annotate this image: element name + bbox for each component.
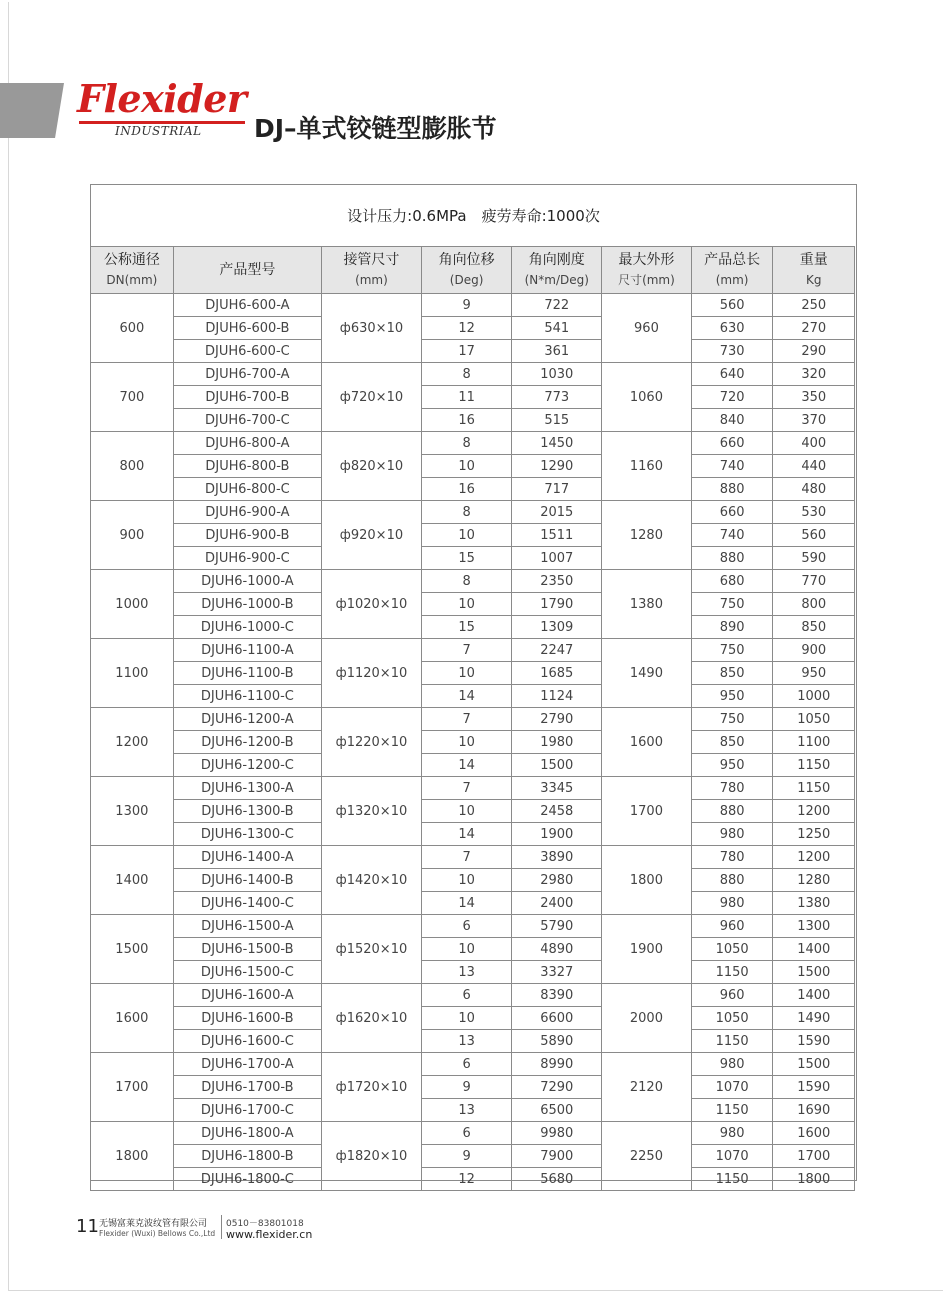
cell-angular-displacement: 6 — [421, 984, 512, 1007]
cell-weight: 850 — [773, 616, 855, 639]
table-row — [91, 1053, 855, 1076]
cell-pipe-size: ф1320×10 — [322, 777, 422, 846]
company-name-cn: 无锡富莱克波纹管有限公司 — [99, 1219, 208, 1229]
table-row — [91, 386, 855, 409]
cell-angular-displacement: 10 — [421, 800, 512, 823]
cell-length: 1150 — [691, 1030, 773, 1053]
cell-model: DJUH6-1300-C — [173, 823, 321, 846]
cell-weight: 1050 — [773, 708, 855, 731]
cell-model: DJUH6-1400-C — [173, 892, 321, 915]
cell-weight: 1000 — [773, 685, 855, 708]
cell-max-size: 1700 — [602, 777, 692, 846]
cell-angular-displacement: 6 — [421, 1053, 512, 1076]
cell-length: 880 — [691, 547, 773, 570]
cell-angular-stiffness: 5890 — [512, 1030, 602, 1053]
col-header-length: 产品总长 (mm) — [691, 247, 773, 294]
cell-weight: 1590 — [773, 1030, 855, 1053]
cell-angular-displacement: 10 — [421, 869, 512, 892]
cell-angular-displacement: 7 — [421, 777, 512, 800]
cell-length: 980 — [691, 1122, 773, 1145]
cell-angular-displacement: 10 — [421, 938, 512, 961]
col-header-weight: 重量 Kg — [773, 247, 855, 294]
cell-angular-displacement: 12 — [421, 1168, 512, 1191]
cell-weight: 480 — [773, 478, 855, 501]
cell-length: 1050 — [691, 938, 773, 961]
page-number: 11 — [76, 1216, 99, 1237]
cell-model: DJUH6-1800-C — [173, 1168, 321, 1191]
table-header-row — [91, 247, 855, 294]
table-row — [91, 616, 855, 639]
cell-length: 740 — [691, 524, 773, 547]
cell-dn: 700 — [91, 363, 174, 432]
cell-angular-displacement: 7 — [421, 639, 512, 662]
cell-angular-displacement: 14 — [421, 685, 512, 708]
cell-length: 880 — [691, 478, 773, 501]
table-row — [91, 961, 855, 984]
cell-weight: 1380 — [773, 892, 855, 915]
cell-weight: 1200 — [773, 800, 855, 823]
cell-angular-displacement: 8 — [421, 363, 512, 386]
cell-angular-stiffness: 541 — [512, 317, 602, 340]
cell-length: 1070 — [691, 1076, 773, 1099]
cell-max-size: 1600 — [602, 708, 692, 777]
table-row — [91, 294, 855, 317]
table-row — [91, 547, 855, 570]
cell-model: DJUH6-1600-B — [173, 1007, 321, 1030]
cell-model: DJUH6-800-B — [173, 455, 321, 478]
cell-angular-stiffness: 1685 — [512, 662, 602, 685]
cell-dn: 1600 — [91, 984, 174, 1053]
cell-weight: 400 — [773, 432, 855, 455]
phone-number: 0510－83801018 — [226, 1219, 304, 1229]
cell-angular-displacement: 13 — [421, 1099, 512, 1122]
cell-angular-displacement: 9 — [421, 1076, 512, 1099]
website-link[interactable]: www.flexider.cn — [226, 1228, 313, 1241]
table-row — [91, 478, 855, 501]
cell-length: 640 — [691, 363, 773, 386]
cell-model: DJUH6-1800-B — [173, 1145, 321, 1168]
cell-angular-stiffness: 8990 — [512, 1053, 602, 1076]
cell-length: 1150 — [691, 961, 773, 984]
cell-angular-displacement: 8 — [421, 501, 512, 524]
cell-weight: 320 — [773, 363, 855, 386]
cell-weight: 290 — [773, 340, 855, 363]
table-row — [91, 938, 855, 961]
cell-weight: 1600 — [773, 1122, 855, 1145]
table-row — [91, 363, 855, 386]
cell-dn: 1000 — [91, 570, 174, 639]
cell-dn: 1500 — [91, 915, 174, 984]
cell-angular-stiffness: 2015 — [512, 501, 602, 524]
cell-model: DJUH6-1400-B — [173, 869, 321, 892]
table-row — [91, 524, 855, 547]
cell-weight: 1250 — [773, 823, 855, 846]
cell-angular-displacement: 8 — [421, 570, 512, 593]
cell-angular-displacement: 13 — [421, 1030, 512, 1053]
cell-weight: 530 — [773, 501, 855, 524]
cell-pipe-size: ф1720×10 — [322, 1053, 422, 1122]
cell-length: 1050 — [691, 1007, 773, 1030]
cell-angular-stiffness: 1124 — [512, 685, 602, 708]
table-row — [91, 984, 855, 1007]
cell-max-size: 2000 — [602, 984, 692, 1053]
cell-model: DJUH6-700-A — [173, 363, 321, 386]
cell-model: DJUH6-1200-A — [173, 708, 321, 731]
table-row — [91, 869, 855, 892]
cell-weight: 900 — [773, 639, 855, 662]
cell-weight: 1150 — [773, 754, 855, 777]
cell-length: 660 — [691, 501, 773, 524]
cell-length: 1070 — [691, 1145, 773, 1168]
cell-model: DJUH6-700-B — [173, 386, 321, 409]
cell-angular-stiffness: 5680 — [512, 1168, 602, 1191]
cell-length: 660 — [691, 432, 773, 455]
cell-max-size: 1490 — [602, 639, 692, 708]
cell-angular-displacement: 12 — [421, 317, 512, 340]
cell-angular-displacement: 6 — [421, 1122, 512, 1145]
cell-angular-stiffness: 2458 — [512, 800, 602, 823]
table-row — [91, 754, 855, 777]
cell-angular-displacement: 11 — [421, 386, 512, 409]
cell-length: 980 — [691, 1053, 773, 1076]
table-row — [91, 432, 855, 455]
cell-model: DJUH6-600-A — [173, 294, 321, 317]
cell-angular-displacement: 13 — [421, 961, 512, 984]
cell-angular-displacement: 14 — [421, 754, 512, 777]
cell-weight: 250 — [773, 294, 855, 317]
cell-angular-displacement: 10 — [421, 455, 512, 478]
cell-angular-stiffness: 1290 — [512, 455, 602, 478]
cell-model: DJUH6-600-B — [173, 317, 321, 340]
table-caption: 设计压力:0.6MPa 疲劳寿命:1000次 — [347, 207, 600, 225]
cell-model: DJUH6-1000-B — [173, 593, 321, 616]
logo-wordmark: Flexider — [77, 76, 247, 121]
cell-model: DJUH6-1100-B — [173, 662, 321, 685]
col-header-angular-displacement: 角向位移 (Deg) — [421, 247, 512, 294]
table-body — [91, 294, 855, 1191]
cell-weight: 1700 — [773, 1145, 855, 1168]
cell-length: 960 — [691, 915, 773, 938]
cell-weight: 1690 — [773, 1099, 855, 1122]
cell-dn: 600 — [91, 294, 174, 363]
cell-dn: 1800 — [91, 1122, 174, 1191]
cell-angular-stiffness: 2350 — [512, 570, 602, 593]
cell-pipe-size: ф1120×10 — [322, 639, 422, 708]
cell-length: 680 — [691, 570, 773, 593]
cell-length: 780 — [691, 846, 773, 869]
cell-model: DJUH6-1300-B — [173, 800, 321, 823]
cell-pipe-size: ф820×10 — [322, 432, 422, 501]
cell-weight: 1590 — [773, 1076, 855, 1099]
cell-dn: 900 — [91, 501, 174, 570]
cell-length: 980 — [691, 892, 773, 915]
cell-angular-displacement: 15 — [421, 547, 512, 570]
cell-weight: 590 — [773, 547, 855, 570]
cell-dn: 1400 — [91, 846, 174, 915]
cell-max-size: 1280 — [602, 501, 692, 570]
cell-angular-stiffness: 1900 — [512, 823, 602, 846]
cell-model: DJUH6-700-C — [173, 409, 321, 432]
cell-angular-stiffness: 2790 — [512, 708, 602, 731]
cell-max-size: 1160 — [602, 432, 692, 501]
cell-model: DJUH6-1300-A — [173, 777, 321, 800]
cell-angular-stiffness: 773 — [512, 386, 602, 409]
cell-model: DJUH6-1600-A — [173, 984, 321, 1007]
cell-weight: 1300 — [773, 915, 855, 938]
cell-weight: 370 — [773, 409, 855, 432]
table-row — [91, 708, 855, 731]
cell-angular-stiffness: 6500 — [512, 1099, 602, 1122]
cell-length: 1150 — [691, 1168, 773, 1191]
spec-table-panel — [90, 184, 857, 1187]
table-row — [91, 1145, 855, 1168]
table-row — [91, 731, 855, 754]
table-row — [91, 1076, 855, 1099]
cell-angular-displacement: 14 — [421, 892, 512, 915]
table-row — [91, 1122, 855, 1145]
cell-angular-displacement: 10 — [421, 593, 512, 616]
cell-length: 750 — [691, 639, 773, 662]
cell-weight: 560 — [773, 524, 855, 547]
cell-dn: 1100 — [91, 639, 174, 708]
cell-pipe-size: ф920×10 — [322, 501, 422, 570]
cell-angular-stiffness: 2980 — [512, 869, 602, 892]
cell-weight: 440 — [773, 455, 855, 478]
table-row — [91, 892, 855, 915]
cell-angular-stiffness: 361 — [512, 340, 602, 363]
cell-angular-stiffness: 4890 — [512, 938, 602, 961]
cell-angular-displacement: 17 — [421, 340, 512, 363]
cell-pipe-size: ф1420×10 — [322, 846, 422, 915]
table-row — [91, 823, 855, 846]
company-name-en: Flexider (Wuxi) Bellows Co.,Ltd — [99, 1229, 216, 1238]
cell-angular-stiffness: 2247 — [512, 639, 602, 662]
col-header-model: 产品型号 — [173, 247, 321, 294]
cell-model: DJUH6-800-A — [173, 432, 321, 455]
col-header-max-size: 最大外形 尺寸(mm) — [602, 247, 692, 294]
cell-length: 720 — [691, 386, 773, 409]
table-row — [91, 639, 855, 662]
cell-model: DJUH6-1100-A — [173, 639, 321, 662]
cell-angular-stiffness: 9980 — [512, 1122, 602, 1145]
cell-model: DJUH6-800-C — [173, 478, 321, 501]
cell-pipe-size: ф1820×10 — [322, 1122, 422, 1191]
cell-length: 950 — [691, 754, 773, 777]
cell-length: 630 — [691, 317, 773, 340]
cell-length: 750 — [691, 708, 773, 731]
cell-pipe-size: ф630×10 — [322, 294, 422, 363]
table-row — [91, 340, 855, 363]
cell-model: DJUH6-1200-C — [173, 754, 321, 777]
table-row — [91, 915, 855, 938]
table-row — [91, 455, 855, 478]
cell-angular-stiffness: 515 — [512, 409, 602, 432]
cell-angular-displacement: 16 — [421, 409, 512, 432]
cell-angular-stiffness: 1309 — [512, 616, 602, 639]
col-header-angular-stiffness: 角向刚度 (N*m/Deg) — [512, 247, 602, 294]
table-row — [91, 1030, 855, 1053]
cell-model: DJUH6-1700-B — [173, 1076, 321, 1099]
cell-length: 780 — [691, 777, 773, 800]
cell-length: 850 — [691, 731, 773, 754]
section-tab — [0, 83, 64, 138]
cell-angular-stiffness: 5790 — [512, 915, 602, 938]
cell-model: DJUH6-900-B — [173, 524, 321, 547]
cell-weight: 1490 — [773, 1007, 855, 1030]
cell-max-size: 1060 — [602, 363, 692, 432]
cell-model: DJUH6-1500-B — [173, 938, 321, 961]
cell-length: 880 — [691, 869, 773, 892]
cell-length: 1150 — [691, 1099, 773, 1122]
cell-angular-displacement: 8 — [421, 432, 512, 455]
cell-model: DJUH6-1100-C — [173, 685, 321, 708]
col-header-dn: 公称通径 DN(mm) — [91, 247, 174, 294]
table-row — [91, 1007, 855, 1030]
cell-length: 880 — [691, 800, 773, 823]
table-row — [91, 593, 855, 616]
cell-angular-stiffness: 1980 — [512, 731, 602, 754]
table-row — [91, 777, 855, 800]
cell-angular-stiffness: 3890 — [512, 846, 602, 869]
cell-length: 890 — [691, 616, 773, 639]
cell-pipe-size: ф1020×10 — [322, 570, 422, 639]
logo-subtitle: INDUSTRIAL — [115, 124, 202, 138]
cell-length: 560 — [691, 294, 773, 317]
cell-model: DJUH6-1700-C — [173, 1099, 321, 1122]
cell-angular-stiffness: 1450 — [512, 432, 602, 455]
cell-model: DJUH6-1500-A — [173, 915, 321, 938]
cell-model: DJUH6-1200-B — [173, 731, 321, 754]
cell-angular-displacement: 10 — [421, 1007, 512, 1030]
cell-max-size: 960 — [602, 294, 692, 363]
cell-weight: 350 — [773, 386, 855, 409]
cell-max-size: 2250 — [602, 1122, 692, 1191]
cell-angular-displacement: 9 — [421, 294, 512, 317]
cell-model: DJUH6-1700-A — [173, 1053, 321, 1076]
cell-pipe-size: ф1620×10 — [322, 984, 422, 1053]
cell-weight: 1800 — [773, 1168, 855, 1191]
cell-dn: 1200 — [91, 708, 174, 777]
cell-weight: 1400 — [773, 984, 855, 1007]
table-row — [91, 800, 855, 823]
cell-length: 740 — [691, 455, 773, 478]
cell-angular-stiffness: 1007 — [512, 547, 602, 570]
cell-angular-stiffness: 1500 — [512, 754, 602, 777]
cell-model: DJUH6-1400-A — [173, 846, 321, 869]
cell-angular-stiffness: 3327 — [512, 961, 602, 984]
cell-angular-displacement: 15 — [421, 616, 512, 639]
cell-dn: 800 — [91, 432, 174, 501]
cell-model: DJUH6-900-A — [173, 501, 321, 524]
table-row — [91, 685, 855, 708]
table-row — [91, 409, 855, 432]
cell-model: DJUH6-1600-C — [173, 1030, 321, 1053]
cell-angular-displacement: 10 — [421, 662, 512, 685]
table-row — [91, 317, 855, 340]
cell-weight: 1150 — [773, 777, 855, 800]
cell-length: 950 — [691, 685, 773, 708]
cell-angular-displacement: 9 — [421, 1145, 512, 1168]
cell-weight: 1280 — [773, 869, 855, 892]
cell-length: 840 — [691, 409, 773, 432]
cell-weight: 1400 — [773, 938, 855, 961]
cell-angular-displacement: 10 — [421, 731, 512, 754]
cell-angular-stiffness: 1511 — [512, 524, 602, 547]
cell-model: DJUH6-1800-A — [173, 1122, 321, 1145]
cell-angular-displacement: 16 — [421, 478, 512, 501]
cell-angular-stiffness: 3345 — [512, 777, 602, 800]
cell-weight: 800 — [773, 593, 855, 616]
cell-pipe-size: ф720×10 — [322, 363, 422, 432]
cell-length: 960 — [691, 984, 773, 1007]
cell-max-size: 1900 — [602, 915, 692, 984]
cell-weight: 270 — [773, 317, 855, 340]
cell-length: 730 — [691, 340, 773, 363]
cell-angular-stiffness: 2400 — [512, 892, 602, 915]
cell-model: DJUH6-900-C — [173, 547, 321, 570]
cell-angular-displacement: 10 — [421, 524, 512, 547]
cell-weight: 1200 — [773, 846, 855, 869]
cell-angular-stiffness: 1030 — [512, 363, 602, 386]
footer-divider — [221, 1215, 222, 1239]
spec-table — [90, 246, 855, 1191]
cell-angular-stiffness: 6600 — [512, 1007, 602, 1030]
cell-model: DJUH6-1000-A — [173, 570, 321, 593]
cell-pipe-size: ф1220×10 — [322, 708, 422, 777]
table-row — [91, 1168, 855, 1191]
cell-weight: 1500 — [773, 1053, 855, 1076]
page-title: DJ–单式铰链型膨胀节 — [254, 114, 497, 143]
cell-max-size: 1800 — [602, 846, 692, 915]
cell-weight: 770 — [773, 570, 855, 593]
cell-max-size: 2120 — [602, 1053, 692, 1122]
table-row — [91, 570, 855, 593]
table-row — [91, 846, 855, 869]
cell-model: DJUH6-600-C — [173, 340, 321, 363]
cell-angular-stiffness: 8390 — [512, 984, 602, 1007]
cell-length: 980 — [691, 823, 773, 846]
cell-model: DJUH6-1500-C — [173, 961, 321, 984]
cell-length: 750 — [691, 593, 773, 616]
cell-weight: 950 — [773, 662, 855, 685]
cell-angular-stiffness: 7290 — [512, 1076, 602, 1099]
cell-angular-displacement: 6 — [421, 915, 512, 938]
table-row — [91, 501, 855, 524]
table-row — [91, 1099, 855, 1122]
cell-pipe-size: ф1520×10 — [322, 915, 422, 984]
cell-angular-stiffness: 722 — [512, 294, 602, 317]
cell-length: 850 — [691, 662, 773, 685]
brand-logo — [77, 77, 247, 143]
cell-weight: 1100 — [773, 731, 855, 754]
cell-angular-stiffness: 7900 — [512, 1145, 602, 1168]
col-header-pipe: 接管尺寸 (mm) — [322, 247, 422, 294]
cell-dn: 1300 — [91, 777, 174, 846]
cell-angular-displacement: 7 — [421, 708, 512, 731]
cell-angular-displacement: 14 — [421, 823, 512, 846]
cell-dn: 1700 — [91, 1053, 174, 1122]
cell-angular-displacement: 7 — [421, 846, 512, 869]
cell-model: DJUH6-1000-C — [173, 616, 321, 639]
cell-angular-stiffness: 1790 — [512, 593, 602, 616]
table-row — [91, 662, 855, 685]
cell-weight: 1500 — [773, 961, 855, 984]
cell-max-size: 1380 — [602, 570, 692, 639]
cell-angular-stiffness: 717 — [512, 478, 602, 501]
